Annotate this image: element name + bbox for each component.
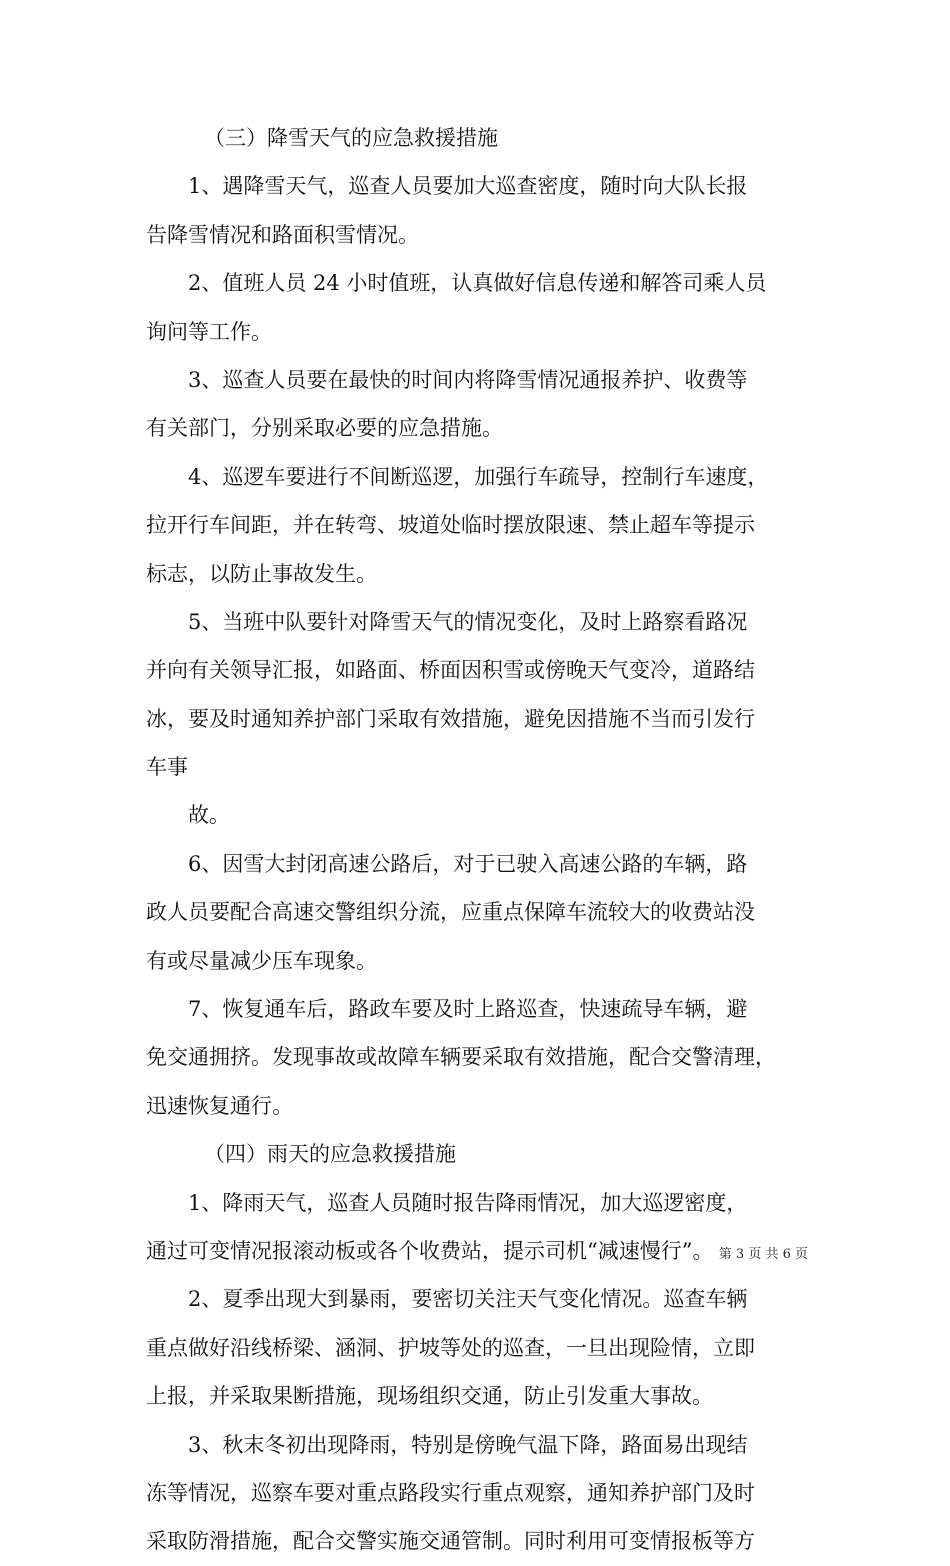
paragraph-line: 采取防滑措施，配合交警实施交通管制。同时利用可变情报板等方 [146, 1529, 755, 1554]
paragraph-line: 告降雪情况和路面积雪情况。 [146, 222, 419, 247]
paragraph-line: 3、巡查人员要在最快的时间内将降雪情况通报养护、收费等 [188, 367, 748, 392]
paragraph-line: 7、恢复通车后，路政车要及时上路巡查，快速疏导车辆，避 [188, 997, 748, 1022]
paragraph-line: 并向有关领导汇报，如路面、桥面因积雪或傍晚天气变冷，道路结 [146, 658, 755, 683]
paragraph-line: 5、当班中队要针对降雪天气的情况变化，及时上路察看路况 [188, 609, 748, 634]
paragraph-line: 标志，以防止事故发生。 [146, 561, 377, 586]
paragraph-line: 故。 [188, 803, 230, 828]
paragraph-line: 迅速恢复通行。 [146, 1093, 293, 1118]
paragraph-line: 2、值班人员 24 小时值班，认真做好信息传递和解答司乘人员 [188, 271, 767, 296]
paragraph-line: 6、因雪大封闭高速公路后，对于已驶入高速公路的车辆，路 [188, 851, 748, 876]
paragraph-line: 有或尽量减少压车现象。 [146, 948, 377, 973]
paragraph-line: 上报，并采取果断措施，现场组织交通，防止引发重大事故。 [146, 1384, 713, 1409]
paragraph-line: 有关部门，分别采取必要的应急措施。 [146, 416, 503, 441]
paragraph-line: 通过可变情况报滚动板或各个收费站，提示司机“减速慢行”。 [146, 1238, 714, 1263]
document-body [146, 114, 814, 1566]
paragraph-line: 冻等情况，巡察车要对重点路段实行重点观察，通知养护部门及时 [146, 1480, 755, 1505]
page-number: 第 3 页 共 6 页 [718, 1247, 808, 1262]
section-heading: （三）降雪天气的应急救援措施 [204, 126, 498, 150]
paragraph-line: 1、降雨天气，巡查人员随时报告降雨情况，加大巡逻密度， [188, 1190, 748, 1215]
section-heading: （四）雨天的应急救援措施 [204, 1142, 456, 1167]
paragraph-line: 4、巡逻车要进行不间断巡逻，加强行车疏导，控制行车速度， [188, 464, 769, 489]
paragraph-line: 政人员要配合高速交警组织分流，应重点保障车流较大的收费站没 [146, 900, 755, 925]
paragraph-line: 1、遇降雪天气，巡查人员要加大巡查密度，随时向大队长报 [188, 174, 748, 199]
paragraph-line: 车事 [146, 755, 188, 780]
paragraph-line: 重点做好沿线桥梁、涵洞、护坡等处的巡查，一旦出现险情，立即 [146, 1335, 755, 1360]
paragraph-line: 2、夏季出现大到暴雨，要密切关注天气变化情况。巡查车辆 [188, 1287, 748, 1312]
paragraph-line: 免交通拥挤。发现事故或故障车辆要采取有效措施，配合交警清理， [146, 1045, 776, 1070]
paragraph-line: 冰，要及时通知养护部门采取有效措施，避免因措施不当而引发行 [146, 706, 755, 731]
paragraph-line: 拉开行车间距，并在转弯、坡道处临时摆放限速、禁止超车等提示 [146, 513, 755, 538]
paragraph-line: 3、秋末冬初出现降雨，特别是傍晚气温下降，路面易出现结 [188, 1432, 748, 1457]
paragraph-line: 询问等工作。 [146, 319, 272, 344]
